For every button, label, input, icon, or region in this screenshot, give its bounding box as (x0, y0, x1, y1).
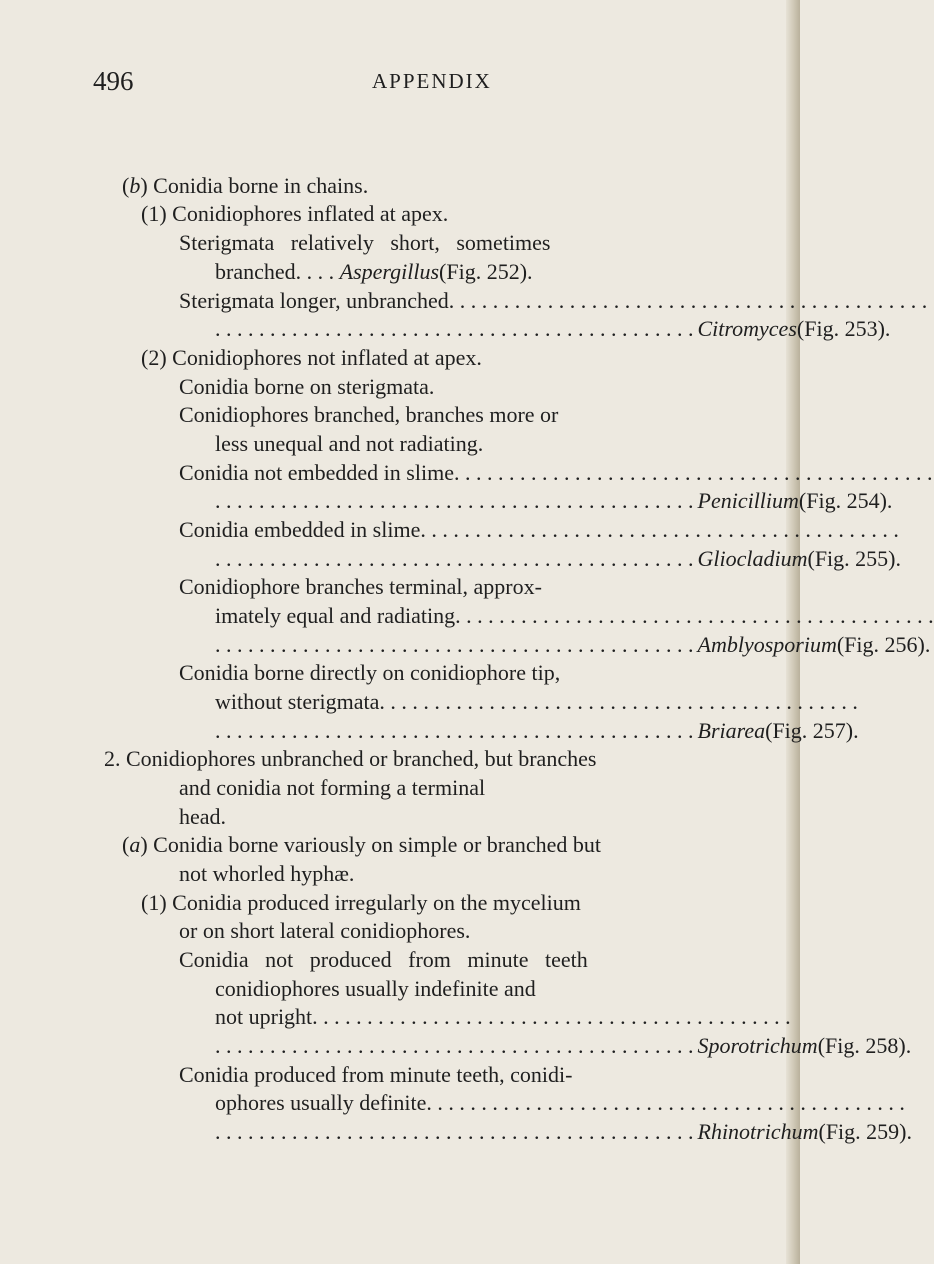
page-header (0, 66, 800, 106)
dot-leader: . . . . . . . . . . . . . . . . . . . . . . . . . . . . . . . . . . . . . . . . . . . . (312, 1004, 791, 1029)
dot-leader: . . . . . . . . . . . . . . . . . . . . . . . . . . . . . . . . . . . . . . . . . . . . (215, 316, 694, 341)
dot-leader: . . . . . . . . . . . . . . . . . . . . . . . . . . . . . . . . . . . . . . . . . . . . (215, 632, 694, 657)
key-line: . . . . . . . . . . . . . . . . . . . . . . . . . . . . . . . . . . . . . . . . . . . . Citromyces (Fig. 253). (215, 316, 891, 341)
dot-leader: . . . . . . . . . . . . . . . . . . . . . . . . . . . . . . . . . . . . . . . . . . . . (448, 288, 928, 313)
key-line: not upright . . . . . . . . . . . . . . . . . . . . . . . . . . . . . . . . . . . . . . . . . . . . (215, 1004, 791, 1029)
key-line: Conidia not embedded in slime . . . . . . . . . . . . . . . . . . . . . . . . . . . . . . . . . . . . . . . . . . . . (179, 460, 933, 485)
key-line: imately equal and radiating . . . . . . . . . . . . . . . . . . . . . . . . . . . . . . . . . . . . . . . . . . . . (215, 603, 934, 628)
key-line: ophores usually definite . . . . . . . . . . . . . . . . . . . . . . . . . . . . . . . . . . . . . . . . . . . . (215, 1090, 905, 1115)
running-head: APPENDIX (372, 69, 492, 93)
dot-leader: . . . . . . . . . . . . . . . . . . . . . . . . . . . . . . . . . . . . . . . . . . . . (453, 460, 933, 485)
genus-name: Gliocladium (697, 546, 808, 571)
genus-name: Briarea (697, 718, 766, 743)
key-line: . . . . . . . . . . . . . . . . . . . . . . . . . . . . . . . . . . . . . . . . . . . . Briarea (Fig. 257). (215, 718, 859, 743)
genus-name: Aspergillus (339, 259, 440, 284)
genus-name: Penicillium (697, 488, 799, 513)
key-line: . . . . . . . . . . . . . . . . . . . . . . . . . . . . . . . . . . . . . . . . . . . . Gliocladium (Fig. 255). (215, 546, 901, 571)
key-line: . . . . . . . . . . . . . . . . . . . . . . . . . . . . . . . . . . . . . . . . . . . . Sporotrichum (Fig. 258). (215, 1033, 912, 1058)
genus-name: Amblyosporium (697, 632, 837, 657)
key-line: Conidia embedded in slime . . . . . . . . . . . . . . . . . . . . . . . . . . . . . . . . . . . . . . . . . . . . (179, 517, 899, 542)
key-line: . . . . . . . . . . . . . . . . . . . . . . . . . . . . . . . . . . . . . . . . . . . . Rhinotrichum (Fig. 259). (215, 1119, 912, 1144)
key-line: Sterigmata longer, unbranched . . . . . . . . . . . . . . . . . . . . . . . . . . . . . . . . . . . . . . . . . . . . (179, 288, 928, 313)
genus-name: Citromyces (697, 316, 797, 341)
dot-leader: . . . . . . . . . . . . . . . . . . . . . . . . . . . . . . . . . . . . . . . . . . . . (455, 603, 934, 628)
dot-leader: . . . . . . . . . . . . . . . . . . . . . . . . . . . . . . . . . . . . . . . . . . . . (420, 517, 899, 542)
dot-leader: . . . . . . . . . . . . . . . . . . . . . . . . . . . . . . . . . . . . . . . . . . . . (215, 546, 694, 571)
page-number: 496 (93, 66, 134, 96)
key-line: . . . . . . . . . . . . . . . . . . . . . . . . . . . . . . . . . . . . . . . . . . . . Penicillium (Fig. 254). (215, 488, 893, 513)
dot-leader: . . . . . . . . . . . . . . . . . . . . . . . . . . . . . . . . . . . . . . . . . . . . (215, 1033, 694, 1058)
key-label: a (129, 832, 141, 857)
dot-leader: . . . . . . . . . . . . . . . . . . . . . . . . . . . . . . . . . . . . . . . . . . . . (215, 488, 694, 513)
key-line: branched. . . . Aspergillus (Fig. 252). (215, 259, 533, 284)
genus-name: Sporotrichum (697, 1033, 818, 1058)
genus-name: Rhinotrichum (697, 1119, 819, 1144)
dot-leader: . . . . . . . . . . . . . . . . . . . . . . . . . . . . . . . . . . . . . . . . . . . . (426, 1090, 905, 1115)
key-line: . . . . . . . . . . . . . . . . . . . . . . . . . . . . . . . . . . . . . . . . . . . . Amblyosporium (Fig. 256). (215, 632, 931, 657)
dot-leader: . . . . . . . . . . . . . . . . . . . . . . . . . . . . . . . . . . . . . . . . . . . . (215, 1119, 694, 1144)
dot-leader: . . . . . . . . . . . . . . . . . . . . . . . . . . . . . . . . . . . . . . . . . . . . (215, 718, 694, 743)
key-label: b (129, 173, 141, 198)
key-line: without sterigmata . . . . . . . . . . . . . . . . . . . . . . . . . . . . . . . . . . . . . . . . . . . . (215, 689, 858, 714)
dot-leader: . . . . . . . . . . . . . . . . . . . . . . . . . . . . . . . . . . . . . . . . . . . . (379, 689, 858, 714)
